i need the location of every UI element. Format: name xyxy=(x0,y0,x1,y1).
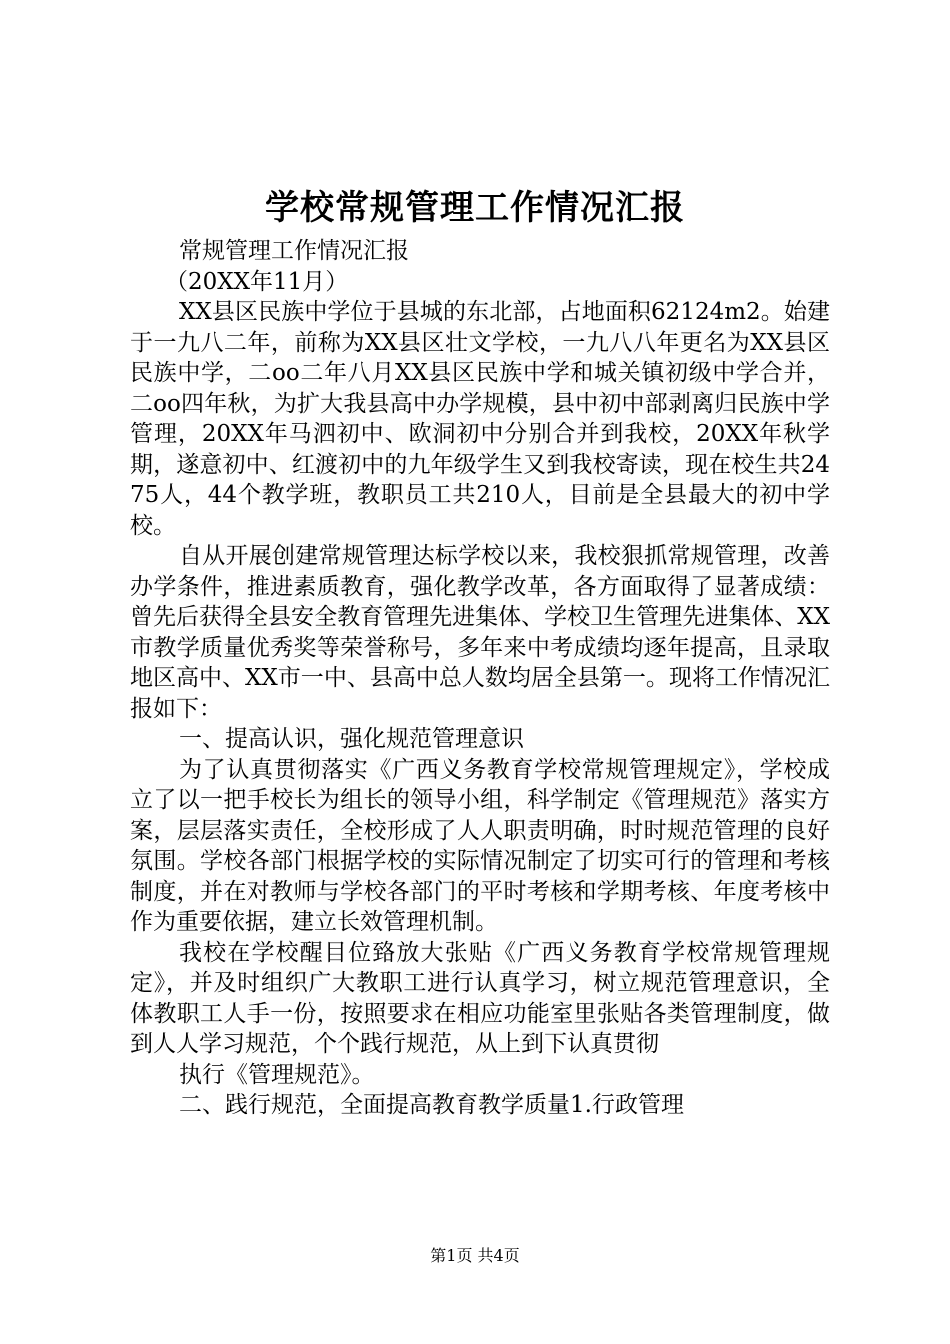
body-paragraph: 自从开展创建常规管理达标学校以来，我校狠抓常规管理，改善办学条件，推进素质教育，强化教学改革，各方面取得了显著成绩：曾先后获得全县安全教育管理先进集体、学校卫生管理先进集体、XX市教学质量优秀奖等荣誉称号，多年来中考成绩均逐年提高，且录取地区高中、XX市一中、县高中总人数均居全县第一。现将工作情况汇报如下： xyxy=(130,543,830,722)
body-paragraph: 我校在学校醒目位臵放大张贴《广西义务教育学校常规管理规定》，并及时组织广大教职工进行认真学习，树立规范管理意识，全体教职工人手一份，按照要求在相应功能室里张贴各类管理制度，做到人人学习规范，个个践行规范，从上到下认真贯彻 xyxy=(130,939,830,1057)
body-paragraph: XX县区民族中学位于县城的东北部，占地面积62124m2。始建于一九八二年，前称为XX县区壮文学校，一九八八年更名为XX县区民族中学，二oo二年八月XX县区民族中学和城关镇初级中学合并，二oo四年秋，为扩大我县高中办学规模，县中初中部剥离归民族中学管理，20XX年马泗初中、欧洞初中分别合并到我校，20XX年秋学期，遂意初中、红渡初中的九年级学生又到我校寄读，现在校生共2475人，44个教学班，教职员工共210人，目前是全县最大的初中学校。 xyxy=(130,299,830,539)
subtitle-paragraph: 常规管理工作情况汇报 xyxy=(179,238,409,264)
body-paragraph: 执行《管理规范》。 xyxy=(179,1061,375,1088)
body-paragraph: 为了认真贯彻落实《广西义务教育学校常规管理规定》，学校成立了以一把手校长为组长的领导小组，科学制定《管理规范》落实方案，层层落实责任，全校形成了人人职责明确，时时规范管理的良好氛围。学校各部门根据学校的实际情况制定了切实可行的管理和考核制度，并在对教师与学校各部门的平时考核和学期考核、年度考核中作为重要依据，建立长效管理机制。 xyxy=(130,756,830,935)
section-heading: 二、践行规范，全面提高教育教学质量1.行政管理 xyxy=(179,1092,684,1118)
date-paragraph: （20XX年11月） xyxy=(165,268,349,295)
document-body xyxy=(130,236,830,1121)
section-heading: 一、提高认识，强化规范管理意识 xyxy=(179,726,524,752)
document-title: 学校常规管理工作情况汇报 xyxy=(265,188,685,228)
page-footer: 第1页 共4页 xyxy=(430,1246,520,1265)
